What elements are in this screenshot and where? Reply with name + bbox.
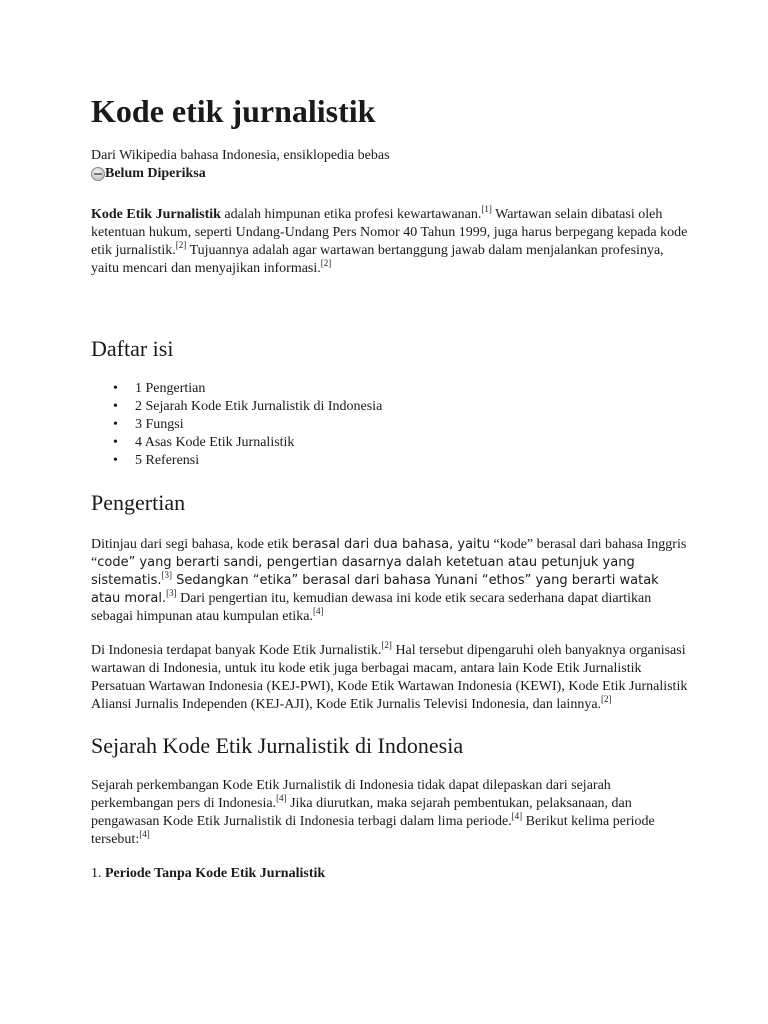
- unchecked-circle-icon: [91, 167, 105, 181]
- table-of-contents: [91, 380, 691, 470]
- period-label: Periode Tanpa Kode Etik Jurnalistik: [105, 866, 326, 881]
- citation-link[interactable]: [2]: [175, 240, 187, 250]
- section-heading-pengertian: Pengertian: [91, 490, 186, 515]
- pengertian-paragraph-1: [91, 536, 691, 626]
- text-run: Berikut kelima periode tersebut:: [91, 814, 655, 847]
- citation-link[interactable]: [4]: [313, 606, 324, 616]
- citation-link[interactable]: [2]: [601, 694, 612, 704]
- toc-item[interactable]: • 3 Fungsi: [91, 416, 691, 434]
- citation-link[interactable]: [2]: [381, 640, 392, 650]
- article: [91, 92, 691, 883]
- text-run: Dari pengertian itu, kemudian dewasa ini kode etik secara sederhana dapat diartikan sebagai himpunan atau kumpulan etika.: [91, 591, 652, 624]
- text-run: Hal tersebut dipengaruhi oleh banyaknya organisasi wartawan di Indonesia, untuk itu kode etik juga berbagai macam, antara lain Kode Etik Jurnalistik Persatuan Wartawan Indonesia (KEJ-PWI), Kode Etik Wartawan Indonesia (KEWI), Kode Etik Jurnalistik Aliansi Jurnalis Independen (KEJ-AJI), Kode Etik Jurnalis Televisi Indonesia, dan lainnya.: [91, 643, 688, 712]
- toc-item[interactable]: • 5 Referensi: [91, 452, 691, 470]
- text-run: Jika diurutkan, maka sejarah pembentukan, pelaksanaan, dan pengawasan Kode Etik Jurnalistik di Indonesia terbagi dalam lima periode.: [91, 796, 632, 829]
- text-run: “kode” berasal dari bahasa Inggris “: [91, 537, 687, 570]
- intro-text-2: Wartawan selain dibatasi oleh ketentuan hukum, seperti Undang-Undang Pers Nomor 40 Tahun 1999, juga harus berpegang kepada kode etik jurnalistik.: [91, 207, 688, 258]
- toc-item[interactable]: • 4 Asas Kode Etik Jurnalistik: [91, 434, 691, 452]
- page-subtitle: Dari Wikipedia bahasa Indonesia, ensiklopedia bebas: [91, 148, 390, 163]
- page-title: Kode etik jurnalistik: [91, 93, 376, 129]
- citation-link[interactable]: [3]: [166, 588, 177, 598]
- toc-item[interactable]: • 1 Pengertian: [91, 380, 691, 398]
- toc-heading: Daftar isi: [91, 336, 174, 361]
- text-run: Sejarah perkembangan Kode Etik Jurnalistik di Indonesia tidak dapat dilepaskan dari sejarah perkembangan pers di Indonesia.: [91, 778, 611, 811]
- citation-link[interactable]: [2]: [320, 258, 332, 268]
- citation-link[interactable]: [4]: [139, 829, 150, 839]
- citation-link[interactable]: [4]: [511, 811, 523, 821]
- citation-link[interactable]: [4]: [276, 793, 287, 803]
- text-run: Di Indonesia terdapat banyak Kode Etik Jurnalistik.: [91, 643, 382, 658]
- period-item: [91, 865, 691, 883]
- intro-paragraph: [91, 206, 691, 278]
- text-run: berasal dari dua bahasa, yaitu: [292, 537, 490, 552]
- text-run: Ditinjau dari segi bahasa, kode etik: [91, 537, 292, 552]
- pengertian-paragraph-2: [91, 642, 691, 714]
- section-heading-sejarah: Sejarah Kode Etik Jurnalistik di Indonesia: [91, 733, 464, 758]
- citation-link[interactable]: [1]: [481, 204, 492, 214]
- citation-link[interactable]: [3]: [161, 570, 172, 580]
- sejarah-paragraph-1: [91, 777, 691, 849]
- period-number: 1.: [91, 866, 105, 881]
- intro-text-3: Tujuannya adalah agar wartawan bertanggung jawab dalam menjalankan profesinya, yaitu mencari dan menyajikan informasi.: [91, 243, 664, 276]
- review-status: [91, 165, 691, 183]
- text-run: Sedangkan “etika” berasal dari bahasa Yunani “ethos” yang berarti watak atau moral.: [91, 573, 659, 606]
- intro-text-1: adalah himpunan etika profesi kewartawanan.: [220, 207, 482, 222]
- toc-item[interactable]: • 2 Sejarah Kode Etik Jurnalistik di Indonesia: [91, 398, 691, 416]
- intro-term: Kode Etik Jurnalistik: [91, 207, 221, 222]
- text-run: code” yang berarti sandi, pengertian dasarnya dalah ketetuan atau petunjuk yang sistematis.: [91, 555, 635, 588]
- review-status-label[interactable]: Belum Diperiksa: [105, 166, 206, 181]
